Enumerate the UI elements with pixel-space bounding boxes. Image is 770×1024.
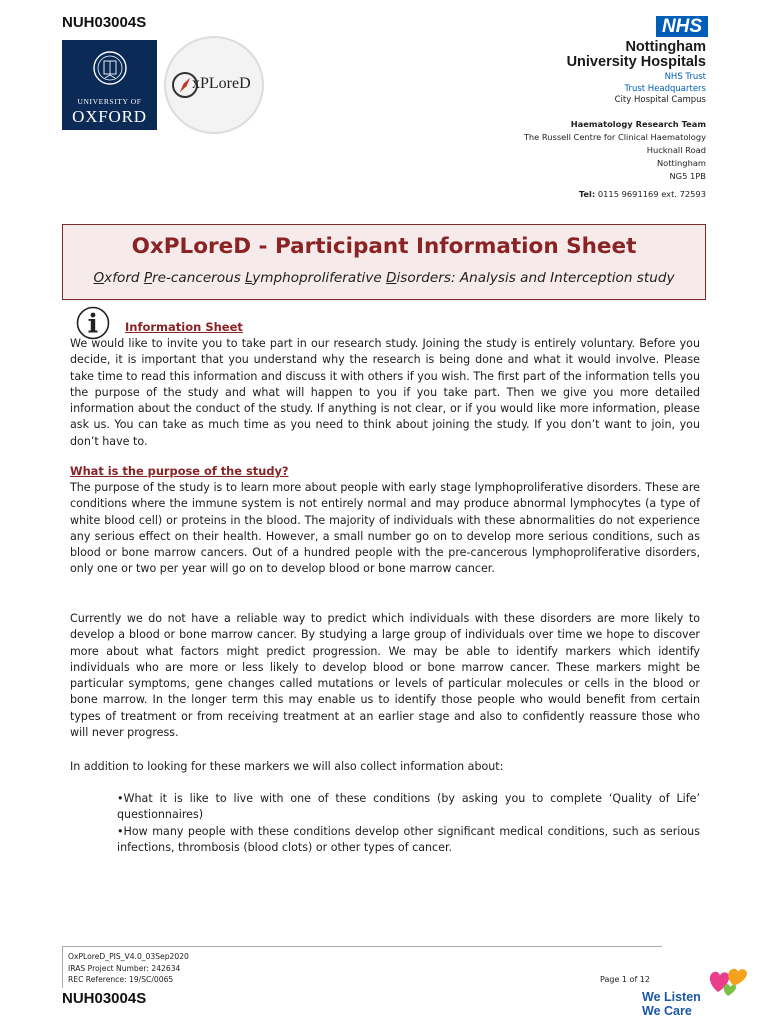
oxford-logo-line1: UNIVERSITY OF xyxy=(77,97,142,106)
document-code-top: NUH03004S xyxy=(62,14,147,31)
subtitle-part: xford xyxy=(104,270,144,286)
document-subtitle xyxy=(63,270,705,286)
address-postcode: NG5 1PB xyxy=(669,171,706,182)
trust-headquarters: Trust Headquarters xyxy=(624,84,706,94)
we-listen-text: We Listen xyxy=(642,990,701,1004)
footer-rec: REC Reference: 19/SC/0065 xyxy=(68,975,174,984)
purpose-paragraph-3: In addition to looking for these markers we will also collect information about: xyxy=(70,760,504,773)
footer-iras: IRAS Project Number: 242634 xyxy=(68,963,181,973)
oxford-logo xyxy=(62,40,157,130)
we-listen-logo xyxy=(640,962,752,1020)
oxplored-logo xyxy=(164,36,270,134)
tel-value: 0115 9691169 ext. 72593 xyxy=(597,189,706,199)
oxford-crest-icon xyxy=(92,48,128,88)
telephone xyxy=(579,189,706,199)
nhs-trust-lines xyxy=(625,71,707,95)
address-block xyxy=(524,118,706,183)
address-line3: Nottingham xyxy=(656,158,706,169)
purpose-paragraph-2: Currently we do not have a reliable way to predict which individuals with these disorders are more likely to develop a blood or bone marrow cancer. By studying a large group of individuals over time we hope to discover more about what factors might predict progression. We may be able to identify markers which identify individuals who are more or less likely to develop blood or bone marrow cancer. These markers might be particular symptoms, gene changes called mutations or levels of particular molecules or cells in the blood or bone marrow. In the longer term this may enable us to identify those people who would benefit from certain types of treatment or from receiving treatment at an earlier stage and also to confidently reassure those who will never progress. xyxy=(70,612,700,740)
tel-label: Tel: xyxy=(578,189,596,199)
information-sheet-heading: Information Sheet xyxy=(125,320,243,334)
address-line1: The Russell Centre for Clinical Haematology xyxy=(523,132,706,143)
intro-paragraph: We would like to invite you to take part in our research study. Joining the study is entirely voluntary. Before you decide, it is important that you understand why the research is being done and what it would involve. Please take time to read this information and discuss it with others if you wish. The first part of the information tells you the purpose of the study and what will happen to you if you take part. Then we give you more detailed information about the conduct of the study. If anything is not clear, or if you would like more information, please ask us. You can take as much time as you need to think about joining the study. If you don’t want to join, you don’t have to. xyxy=(70,337,700,448)
nhs-trust: NHS Trust xyxy=(664,72,706,82)
subtitle-initial: L xyxy=(245,270,253,286)
document-title: OxPLoreD - Participant Information Sheet xyxy=(131,234,637,259)
footer-references xyxy=(68,951,189,986)
purpose-paragraph-1: The purpose of the study is to learn more about people with early stage lymphoproliferative disorders. These are conditions where the immune system is not entirely normal and may produce abnormal lymphocytes (a type of white blood cell) or proteins in the blood. The majority of individuals with these abnormalities do not experience any serious effect on their health. However, a small number go on to develop more serious conditions, such as blood or bone marrow cancers. Out of a hundred people with the pre-cancerous lymphoproliferative disorders, only one or two per year will go on to develop blood or bone marrow cancer. xyxy=(70,481,700,576)
info-icon xyxy=(76,306,110,340)
nhs-organisation-name xyxy=(567,40,706,70)
purpose-heading: What is the purpose of the study? xyxy=(70,464,289,478)
nhs-logo: NHS xyxy=(656,16,708,37)
subtitle-initial: P xyxy=(143,270,153,286)
oxford-logo-line2: OXFORD xyxy=(72,107,147,126)
address-line2: Hucknall Road xyxy=(646,145,706,156)
org-line1: Nottingham xyxy=(625,39,706,55)
oxplored-logo-text: xPLoreD xyxy=(192,75,251,92)
bullet-list xyxy=(117,791,700,856)
subtitle-part: re-cancerous xyxy=(152,270,246,286)
subtitle-initial: O xyxy=(93,270,105,286)
subtitle-part: isorders: Analysis and Interception study xyxy=(396,270,675,286)
page-number: Page 1 of 12 xyxy=(600,975,650,984)
org-line2: University Hospitals xyxy=(566,54,706,70)
team-name: Haematology Research Team xyxy=(570,119,706,129)
list-item: •How many people with these conditions develop other significant medical conditions, such as serious infections, thrombosis (blood clots) or other types of cancer. xyxy=(117,824,700,854)
campus-name: City Hospital Campus xyxy=(614,95,706,105)
footer-doc-ref: OxPLoreD_PIS_V4.0_03Sep2020 xyxy=(68,952,189,961)
subtitle-initial: D xyxy=(386,270,397,286)
list-item: •What it is like to live with one of these conditions (by asking you to complete ‘Quality of Life’ questionnaires) xyxy=(117,792,700,822)
subtitle-part: ymphoproliferative xyxy=(252,270,387,286)
we-care-text: We Care xyxy=(642,1004,692,1018)
document-code-bottom: NUH03004S xyxy=(62,990,147,1007)
title-box xyxy=(62,224,706,300)
hearts-icon xyxy=(706,962,752,998)
